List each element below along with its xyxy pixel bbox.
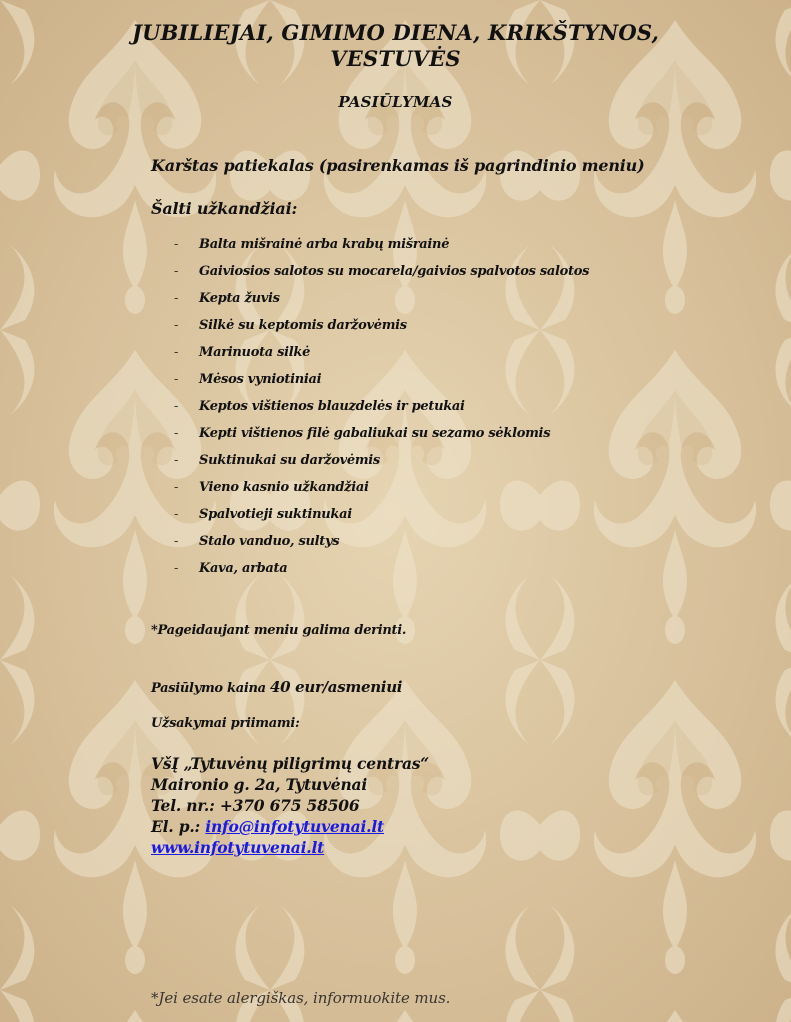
organization-name: VšĮ „Tytuvėnų piligrimų centras“ [151, 754, 430, 773]
list-item [174, 397, 589, 424]
bullet-dash: - [174, 372, 179, 387]
menu-item-label: Spalvotieji suktinukai [199, 507, 352, 522]
list-item [174, 316, 589, 343]
list-item [174, 343, 589, 370]
bullet-dash: - [174, 426, 179, 441]
price-value: 40 eur/asmeniui [269, 678, 403, 696]
list-item [174, 451, 589, 478]
cold-appetizers-heading: Šalti užkandžiai: [151, 199, 298, 218]
website-line [151, 837, 429, 858]
list-item [174, 289, 589, 316]
list-item [174, 262, 589, 289]
menu-item-label: Gaiviosios salotos su mocarela/gaivios spalvotos salotos [199, 264, 590, 279]
price-label: Pasiūlymo kaina [151, 681, 266, 696]
bullet-dash: - [174, 507, 179, 522]
list-item [174, 505, 589, 532]
bullet-dash: - [174, 534, 179, 549]
offer-subtitle: PASIŪLYMAS [338, 93, 453, 111]
menu-item-label: Kepta žuvis [199, 291, 280, 306]
appetizer-list [174, 235, 589, 586]
menu-item-label: Silkė su keptomis daržovėmis [199, 318, 407, 333]
bullet-dash: - [174, 264, 179, 279]
list-item [174, 424, 589, 451]
email-link[interactable]: info@infotytuvenai.lt [205, 817, 385, 836]
combine-note: *Pageidaujant meniu galima derinti. [151, 623, 407, 638]
address: Maironio g. 2a, Tytuvėnai [151, 775, 368, 794]
bullet-dash: - [174, 237, 179, 252]
menu-item-label: Vieno kasnio užkandžiai [199, 480, 369, 495]
allergy-note: *Jei esate alergiškas, informuokite mus. [151, 989, 451, 1007]
menu-item-label: Stalo vanduo, sultys [199, 534, 340, 549]
bullet-dash: - [174, 480, 179, 495]
website-link[interactable]: www.infotytuvenai.lt [151, 838, 325, 857]
list-item [174, 478, 589, 505]
menu-item-label: Keptos vištienos blauzdelės ir petukai [199, 399, 465, 414]
menu-item-label: Balta mišrainė arba krabų mišrainė [199, 237, 450, 252]
list-item [174, 532, 589, 559]
contact-block [151, 753, 429, 858]
email-line [151, 816, 429, 837]
menu-item-label: Kava, arbata [199, 561, 288, 576]
bullet-dash: - [174, 345, 179, 360]
list-item [174, 559, 589, 586]
price-line [151, 678, 402, 696]
list-item [174, 370, 589, 397]
bullet-dash: - [174, 318, 179, 333]
list-item [174, 235, 589, 262]
title-line-2: VESTUVĖS [330, 46, 461, 71]
email-label: El. p.: [151, 817, 201, 836]
bullet-dash: - [174, 291, 179, 306]
phone-number: +370 675 58506 [219, 796, 360, 815]
bullet-dash: - [174, 399, 179, 414]
title-line-1: JUBILIEJAI, GIMIMO DIENA, KRIKŠTYNOS, [131, 20, 660, 45]
menu-item-label: Mėsos vyniotiniai [199, 372, 322, 387]
bullet-dash: - [174, 453, 179, 468]
phone-label: Tel. nr.: [151, 796, 215, 815]
menu-item-label: Marinuota silkė [199, 345, 311, 360]
menu-item-label: Suktinukai su daržovėmis [199, 453, 380, 468]
bullet-dash: - [174, 561, 179, 576]
hot-dish-heading: Karštas patiekalas (pasirenkamas iš pagrindinio meniu) [151, 156, 645, 175]
menu-item-label: Kepti vištienos filė gabaliukai su sezamo sėklomis [199, 426, 551, 441]
orders-label: Užsakymai priimami: [151, 716, 300, 731]
phone-line [151, 795, 429, 816]
